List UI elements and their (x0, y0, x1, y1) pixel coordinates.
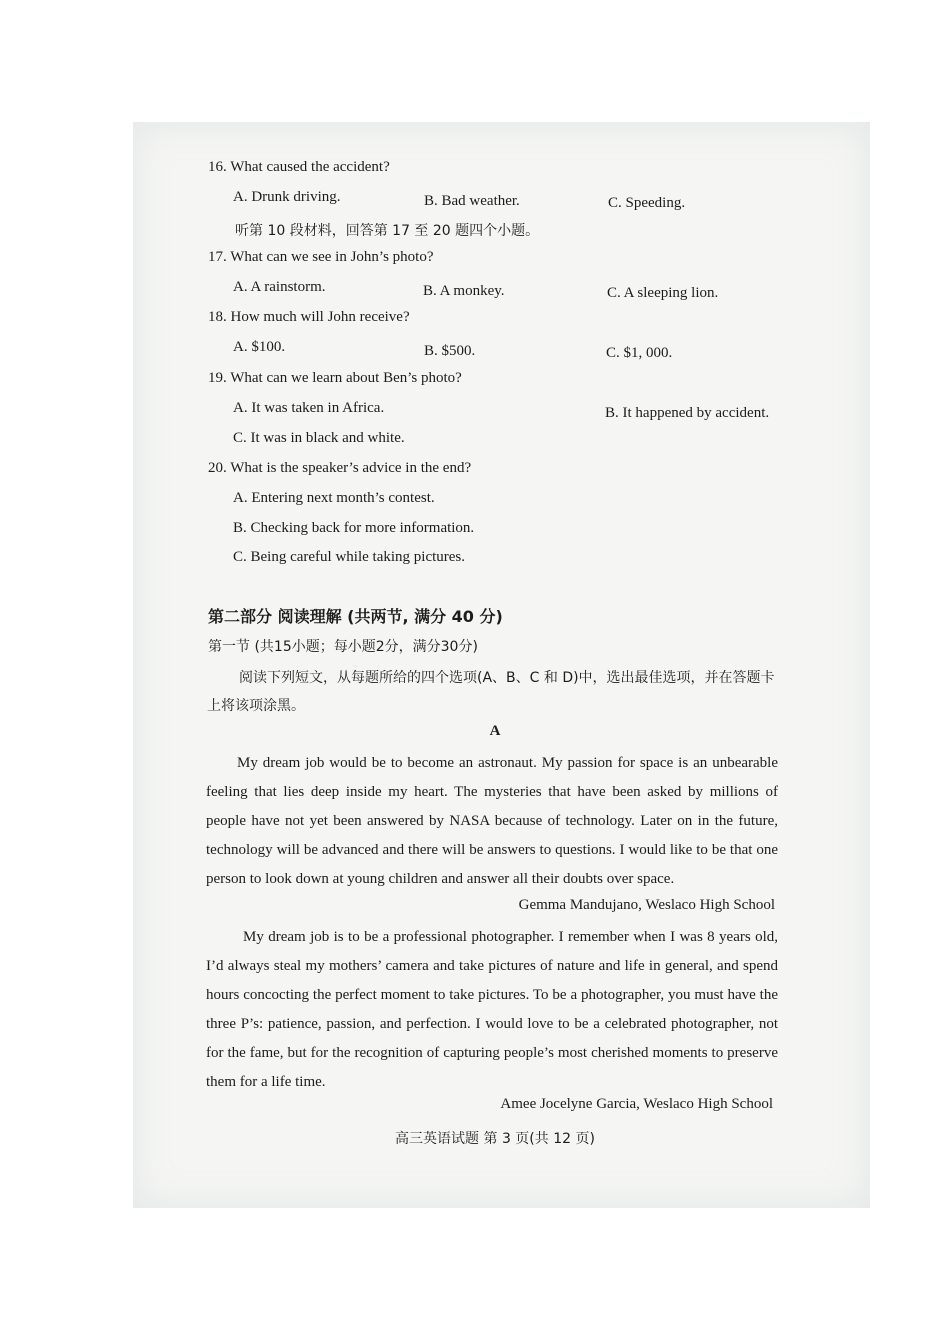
option-18c: C. $1, 000. (606, 345, 673, 361)
question-19: 19. What can we learn about Ben’s photo? (208, 370, 462, 386)
listening-instruction: 听第 10 段材料，回答第 17 至 20 题四个小题。 (235, 223, 540, 239)
option-19c: C. It was in black and white. (233, 430, 405, 446)
option-18a: A. $100. (233, 339, 286, 355)
option-16a: A. Drunk driving. (233, 189, 341, 205)
passage-paragraph-1: My dream job would be to become an astronaut. My passion for space is an unbearable feeling that lies deep inside my heart. The mysteries that have been asked by millions of people have not yet been answered by NASA because of technology. Later on in the future, technology will be advanced and there will be answers to questions. I would like to be that one person to look down at young children and answer all their doubts over space. (206, 755, 778, 887)
option-16b: B. Bad weather. (424, 193, 520, 209)
question-16: 16. What caused the accident? (208, 159, 390, 175)
question-18: 18. How much will John receive? (208, 309, 410, 325)
option-17c: C. A sleeping lion. (607, 285, 719, 301)
question-20: 20. What is the speaker’s advice in the end? (208, 460, 472, 476)
page-footer: 高三英语试题 第 3 页(共 12 页) (395, 1131, 595, 1147)
option-19a: A. It was taken in Africa. (233, 400, 385, 416)
passage-signature-1: Gemma Mandujano, Weslaco High School (518, 897, 775, 913)
option-20a: A. Entering next month’s contest. (233, 490, 435, 506)
passage-signature-2: Amee Jocelyne Garcia, Weslaco High School (500, 1096, 773, 1112)
passage-paragraph-2: My dream job is to be a professional photographer. I remember when I was 8 years old, I’d always steal my mothers’ camera and take pictures of nature and life in general, and spend hours concocting the perfect moment to take pictures. To be a photographer, you must have the three P’s: patience, passion, and perfection. I would love to be a celebrated photographer, not for the fame, but for the recognition of capturing people’s most cherished moments to preserve them for a life time. (206, 929, 778, 1090)
option-20b: B. Checking back for more information. (233, 520, 475, 536)
part-title: 第二部分 阅读理解 (共两节, 满分 40 分) (208, 607, 503, 626)
section-title: 第一节 (共15小题；每小题2分，满分30分) (208, 639, 478, 655)
option-17b: B. A monkey. (423, 283, 505, 299)
option-18b: B. $500. (424, 343, 476, 359)
option-19b: B. It happened by accident. (605, 405, 770, 421)
question-17: 17. What can we see in John’s photo? (208, 249, 434, 265)
passage-label: A (489, 723, 501, 739)
option-20c: C. Being careful while taking pictures. (233, 549, 466, 565)
option-17a: A. A rainstorm. (233, 279, 326, 295)
option-16c: C. Speeding. (608, 195, 686, 211)
reading-directions: 阅读下列短文，从每题所给的四个选项(A、B、C 和 D)中，选出最佳选项，并在答题卡上将该项涂黑。 (207, 670, 775, 714)
